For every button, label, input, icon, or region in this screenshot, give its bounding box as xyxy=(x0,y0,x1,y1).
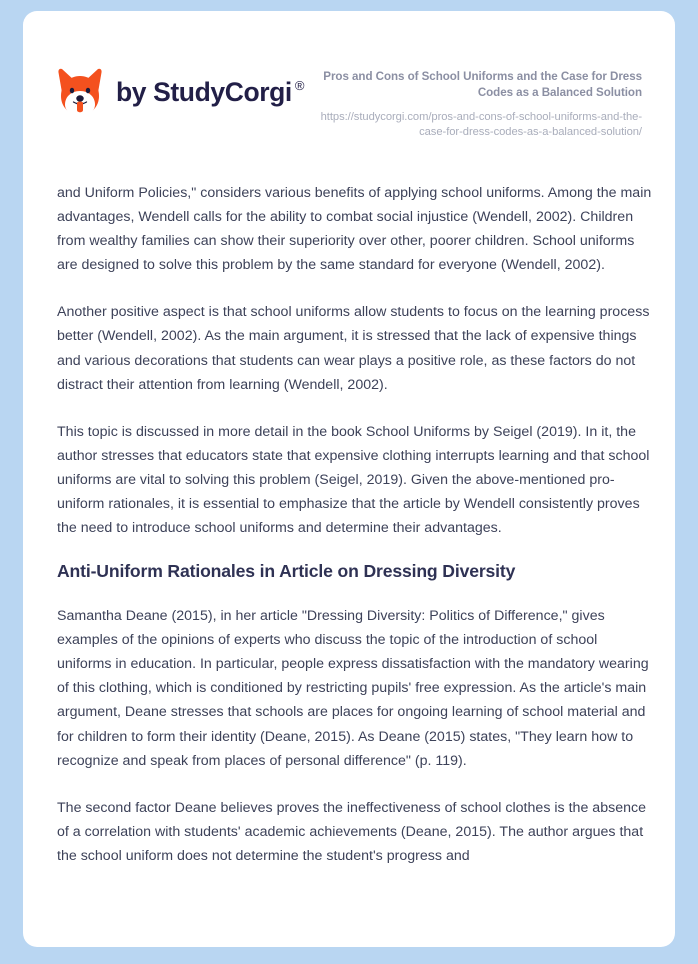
paragraph-3: This topic is discussed in more detail in the book School Uniforms by Seigel (2019). In it, the author stresses that educators state that expensive clothing interrupts learning and that school uniforms are vital to solving this problem (Seigel, 2019). Given the above-mentioned pro-uniform rationales, it is essential to emphasize that the article by Wendell consistently proves the need to introduce school uniforms and determine their advantages. xyxy=(57,423,650,537)
document-url[interactable]: https://studycorgi.com/pros-and-cons-of-school-uniforms-and-the-case-for-dress-codes-as-a-balanced-solution/ xyxy=(320,110,642,139)
brand-logo xyxy=(57,67,304,117)
header-document-meta xyxy=(304,63,642,141)
section-heading: Anti-Uniform Rationales in Article on Dressing Diversity xyxy=(57,561,516,582)
paragraph-1: and Uniform Policies," considers various benefits of applying school uniforms. Among the main advantages, Wendell calls for the ability to combat social injustice (Wendell, 2002). Children from wealthy families can show their superiority over other, poorer children. School uniforms are designed to solve this problem by the same standard for everyone (Wendell, 2002). xyxy=(57,185,652,274)
document-title: Pros and Cons of School Uniforms and the Case for Dress Codes as a Balanced Solution xyxy=(323,70,642,99)
document-page-card xyxy=(23,11,675,947)
corgi-logo-icon xyxy=(57,67,103,117)
brand-wordmark xyxy=(116,77,304,108)
paragraph-4: Samantha Deane (2015), in her article "Dressing Diversity: Politics of Difference," gives examples of the opinions of experts who discuss the topic of the introduction of school uniforms in education. In particular, people express dissatisfaction with the mandatory wearing of this clothing, which is conditioned by restricting pupils' free expression. As the article's main argument, Deane stresses that schools are places for ongoing learning of school material and for children to form their identity (Deane, 2015). As Deane (2015) states, "They learn how to recognize and speak from places of personal difference" (p. 119). xyxy=(57,608,649,769)
brand-name-text: by StudyCorgi xyxy=(116,76,292,107)
document-header xyxy=(23,11,675,163)
document-body xyxy=(57,181,654,891)
paragraph-5: The second factor Deane believes proves the ineffectiveness of school clothes is the absence of a correlation with students' academic achievements (Deane, 2015). The author argues that the school uniform does not determine the student's progress and xyxy=(57,799,647,864)
paragraph-2: Another positive aspect is that school uniforms allow students to focus on the learning process better (Wendell, 2002). As the main argument, it is stressed that the lack of expensive things and various decorations that students can wear plays a positive role, as these factors do not distract their attention from learning (Wendell, 2002). xyxy=(57,304,650,393)
registered-trademark-icon: ® xyxy=(294,77,305,93)
